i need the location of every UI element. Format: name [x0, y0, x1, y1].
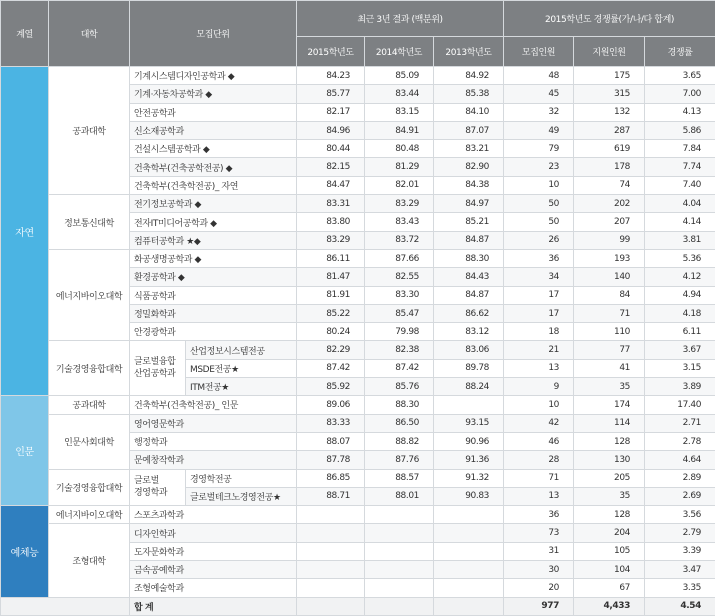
- competition-ratio: 3.81: [645, 231, 715, 249]
- quota: 79: [504, 140, 574, 158]
- applicants: 74: [574, 176, 645, 194]
- college-energy-bio: 에너지바이오대학: [49, 249, 130, 340]
- score-2015: [297, 524, 365, 542]
- applicants: 175: [574, 67, 645, 85]
- applicants: 207: [574, 213, 645, 231]
- score-2014: 88.57: [365, 469, 434, 487]
- college-formative-arts: 조형대학: [49, 524, 130, 597]
- total-empty-score: [434, 597, 504, 615]
- quota: 48: [504, 67, 574, 85]
- total-empty-score: [297, 597, 365, 615]
- unit-name: 정밀화학과: [130, 304, 297, 322]
- unit-name: 기계시스템디자인공학과 ◆: [130, 67, 297, 85]
- quota: 21: [504, 341, 574, 359]
- applicants: 287: [574, 121, 645, 139]
- applicants: 174: [574, 396, 645, 414]
- score-2014: 83.43: [365, 213, 434, 231]
- score-2015: 86.11: [297, 249, 365, 267]
- score-2015: [297, 561, 365, 579]
- applicants: 71: [574, 304, 645, 322]
- quota: 36: [504, 249, 574, 267]
- score-2015: 84.96: [297, 121, 365, 139]
- applicants: 128: [574, 432, 645, 450]
- score-2015: 88.07: [297, 432, 365, 450]
- table-row: [1, 469, 715, 487]
- quota: 73: [504, 524, 574, 542]
- competition-ratio: 3.15: [645, 359, 715, 377]
- score-2013: 85.21: [434, 213, 504, 231]
- score-2015: 82.15: [297, 158, 365, 176]
- score-2014: [365, 524, 434, 542]
- score-2014: 83.15: [365, 103, 434, 121]
- quota: 42: [504, 414, 574, 432]
- quota: 50: [504, 213, 574, 231]
- college-tech-mgmt: 기술경영융합대학: [49, 341, 130, 396]
- score-2013: 84.87: [434, 286, 504, 304]
- header-category: 계열: [1, 1, 49, 67]
- competition-ratio: 5.86: [645, 121, 715, 139]
- header-2014: 2014학년도: [365, 37, 434, 67]
- score-2013: 84.43: [434, 268, 504, 286]
- score-2015: 82.29: [297, 341, 365, 359]
- score-2013: 84.87: [434, 231, 504, 249]
- table-row: [1, 506, 715, 524]
- score-2014: 85.09: [365, 67, 434, 85]
- header-quota: 모집인원: [504, 37, 574, 67]
- competition-ratio: 4.14: [645, 213, 715, 231]
- applicants: 202: [574, 195, 645, 213]
- score-2013: 83.12: [434, 323, 504, 341]
- score-2013: 83.06: [434, 341, 504, 359]
- applicants: 114: [574, 414, 645, 432]
- applicants: 110: [574, 323, 645, 341]
- unit-name: 디자인학과: [130, 524, 297, 542]
- score-2013: 85.38: [434, 85, 504, 103]
- competition-ratio: 3.39: [645, 542, 715, 560]
- quota: 45: [504, 85, 574, 103]
- unit-name: 건설시스템공학과 ◆: [130, 140, 297, 158]
- unit-name: 행정학과: [130, 432, 297, 450]
- quota: 28: [504, 451, 574, 469]
- competition-ratio: 4.13: [645, 103, 715, 121]
- score-2014: 85.76: [365, 378, 434, 396]
- score-2013: 88.30: [434, 249, 504, 267]
- score-2014: 83.29: [365, 195, 434, 213]
- score-2015: 80.24: [297, 323, 365, 341]
- table-row: [1, 341, 715, 359]
- score-2015: [297, 542, 365, 560]
- score-2013: 86.62: [434, 304, 504, 322]
- score-2013: 84.10: [434, 103, 504, 121]
- unit-name: 금속공예학과: [130, 561, 297, 579]
- competition-ratio: 7.74: [645, 158, 715, 176]
- competition-ratio: 4.18: [645, 304, 715, 322]
- unit-group-global-industrial: 글로벌융합 산업공학과: [130, 341, 186, 396]
- score-2013: [434, 506, 504, 524]
- header-competition-rate: 2015학년도 경쟁률(가/나/다 합계): [504, 1, 715, 37]
- table-row: [1, 195, 715, 213]
- competition-ratio: 3.67: [645, 341, 715, 359]
- competition-ratio: 3.65: [645, 67, 715, 85]
- applicants: 140: [574, 268, 645, 286]
- header-college: 대학: [49, 1, 130, 67]
- score-2015: 86.85: [297, 469, 365, 487]
- quota: 26: [504, 231, 574, 249]
- total-blank: [1, 597, 130, 615]
- applicants: 35: [574, 487, 645, 505]
- applicants: 105: [574, 542, 645, 560]
- score-2013: 84.92: [434, 67, 504, 85]
- quota: 23: [504, 158, 574, 176]
- competition-ratio: 3.47: [645, 561, 715, 579]
- score-2015: 87.78: [297, 451, 365, 469]
- score-2013: [434, 524, 504, 542]
- competition-ratio: 3.89: [645, 378, 715, 396]
- applicants: 77: [574, 341, 645, 359]
- competition-ratio: 4.04: [645, 195, 715, 213]
- unit-name: 안전공학과: [130, 103, 297, 121]
- quota: 50: [504, 195, 574, 213]
- college-tech-mgmt-humanities: 기술경영융합대학: [49, 469, 130, 506]
- score-2013: [434, 542, 504, 560]
- score-2013: 90.83: [434, 487, 504, 505]
- score-2014: 82.55: [365, 268, 434, 286]
- score-2015: 83.31: [297, 195, 365, 213]
- competition-ratio: 2.89: [645, 469, 715, 487]
- score-2013: [434, 396, 504, 414]
- applicants: 204: [574, 524, 645, 542]
- competition-ratio: 2.71: [645, 414, 715, 432]
- college-humanities-social: 인문사회대학: [49, 414, 130, 469]
- quota: 34: [504, 268, 574, 286]
- competition-ratio: 7.40: [645, 176, 715, 194]
- unit-name: 컴퓨터공학과 ★◆: [130, 231, 297, 249]
- score-2014: 87.66: [365, 249, 434, 267]
- applicants: 41: [574, 359, 645, 377]
- applicants: 315: [574, 85, 645, 103]
- score-2014: [365, 506, 434, 524]
- unit-name: 식품공학과: [130, 286, 297, 304]
- score-2013: 93.15: [434, 414, 504, 432]
- competition-ratio: 4.12: [645, 268, 715, 286]
- score-2013: 89.78: [434, 359, 504, 377]
- score-2015: 88.71: [297, 487, 365, 505]
- score-2015: 84.23: [297, 67, 365, 85]
- quota: 17: [504, 304, 574, 322]
- unit-name: 조형예술학과: [130, 579, 297, 597]
- score-2014: 86.50: [365, 414, 434, 432]
- college-engineering-humanities: 공과대학: [49, 396, 130, 414]
- total-ratio: 4.54: [645, 597, 715, 615]
- applicants: 99: [574, 231, 645, 249]
- score-2013: 88.24: [434, 378, 504, 396]
- quota: 36: [504, 506, 574, 524]
- category-nature: 자연: [1, 67, 49, 396]
- score-2014: 83.44: [365, 85, 434, 103]
- table-row: [1, 67, 715, 85]
- unit-name: 도자문화학과: [130, 542, 297, 560]
- quota: 10: [504, 396, 574, 414]
- unit-name: 전자IT미디어공학과 ◆: [130, 213, 297, 231]
- unit-name: 글로벌테크노경영전공★: [186, 487, 297, 505]
- unit-name: 기계·자동차공학과 ◆: [130, 85, 297, 103]
- score-2014: [365, 561, 434, 579]
- score-2015: 85.77: [297, 85, 365, 103]
- unit-name: 건축학부(건축학전공)_ 자연: [130, 176, 297, 194]
- competition-ratio: 6.11: [645, 323, 715, 341]
- table-row: [1, 249, 715, 267]
- unit-name: 환경공학과 ◆: [130, 268, 297, 286]
- total-quota: 977: [504, 597, 574, 615]
- quota: 31: [504, 542, 574, 560]
- applicants: 84: [574, 286, 645, 304]
- score-2014: 83.30: [365, 286, 434, 304]
- score-2015: 89.06: [297, 396, 365, 414]
- applicants: 128: [574, 506, 645, 524]
- header-2015: 2015학년도: [297, 37, 365, 67]
- competition-ratio: 3.56: [645, 506, 715, 524]
- quota: 17: [504, 286, 574, 304]
- competition-ratio: 7.84: [645, 140, 715, 158]
- competition-ratio: 2.69: [645, 487, 715, 505]
- score-2015: 83.33: [297, 414, 365, 432]
- score-2014: 88.30: [365, 396, 434, 414]
- score-2015: 83.80: [297, 213, 365, 231]
- total-empty-score: [365, 597, 434, 615]
- score-2015: [297, 506, 365, 524]
- applicants: 130: [574, 451, 645, 469]
- competition-ratio: 2.78: [645, 432, 715, 450]
- score-2015: 80.44: [297, 140, 365, 158]
- unit-name: 전기정보공학과 ◆: [130, 195, 297, 213]
- score-2015: 81.91: [297, 286, 365, 304]
- score-2013: 82.90: [434, 158, 504, 176]
- quota: 30: [504, 561, 574, 579]
- quota: 13: [504, 487, 574, 505]
- applicants: 35: [574, 378, 645, 396]
- quota: 20: [504, 579, 574, 597]
- score-2014: 87.76: [365, 451, 434, 469]
- competition-ratio: 4.94: [645, 286, 715, 304]
- table-row: [1, 396, 715, 414]
- score-2013: [434, 561, 504, 579]
- score-2013: 91.32: [434, 469, 504, 487]
- applicants: 205: [574, 469, 645, 487]
- quota: 10: [504, 176, 574, 194]
- table-row: [1, 414, 715, 432]
- unit-name: ITM전공★: [186, 378, 297, 396]
- category-humanities: 인문: [1, 396, 49, 506]
- unit-name: 문예창작학과: [130, 451, 297, 469]
- score-2014: 88.82: [365, 432, 434, 450]
- unit-name: 안경광학과: [130, 323, 297, 341]
- table-row: [1, 524, 715, 542]
- unit-name: MSDE전공★: [186, 359, 297, 377]
- unit-name: 경영학전공: [186, 469, 297, 487]
- competition-ratio: 2.79: [645, 524, 715, 542]
- unit-name: 스포츠과학과: [130, 506, 297, 524]
- applicants: 193: [574, 249, 645, 267]
- applicants: 178: [574, 158, 645, 176]
- score-2014: 87.42: [365, 359, 434, 377]
- competition-ratio: 4.64: [645, 451, 715, 469]
- score-2015: 85.92: [297, 378, 365, 396]
- applicants: 104: [574, 561, 645, 579]
- competition-ratio: 5.36: [645, 249, 715, 267]
- score-2014: 84.91: [365, 121, 434, 139]
- unit-name: 산업정보시스템전공: [186, 341, 297, 359]
- quota: 46: [504, 432, 574, 450]
- unit-name: 영어영문학과: [130, 414, 297, 432]
- quota: 71: [504, 469, 574, 487]
- competition-ratio: 17.40: [645, 396, 715, 414]
- score-2014: 81.29: [365, 158, 434, 176]
- quota: 32: [504, 103, 574, 121]
- score-2015: 87.42: [297, 359, 365, 377]
- score-2014: 85.47: [365, 304, 434, 322]
- score-2014: 82.01: [365, 176, 434, 194]
- total-row: [1, 597, 715, 615]
- category-arts: 예체능: [1, 506, 49, 597]
- unit-name: 신소재공학과: [130, 121, 297, 139]
- score-2015: [297, 579, 365, 597]
- header-unit: 모집단위: [130, 1, 297, 67]
- applicants: 67: [574, 579, 645, 597]
- header-applicants: 지원인원: [574, 37, 645, 67]
- college-ict: 정보통신대학: [49, 195, 130, 250]
- unit-group-global-business: 글로벌 경영학과: [130, 469, 186, 506]
- quota: 49: [504, 121, 574, 139]
- score-2014: 88.01: [365, 487, 434, 505]
- applicants: 619: [574, 140, 645, 158]
- total-label: 합 계: [130, 597, 297, 615]
- score-2014: 82.38: [365, 341, 434, 359]
- score-2013: [434, 579, 504, 597]
- score-2013: 84.38: [434, 176, 504, 194]
- score-2015: 84.47: [297, 176, 365, 194]
- score-2014: 83.72: [365, 231, 434, 249]
- unit-name: 건축학부(건축학전공)_ 인문: [130, 396, 297, 414]
- score-2013: 84.97: [434, 195, 504, 213]
- college-engineering: 공과대학: [49, 67, 130, 195]
- applicants: 132: [574, 103, 645, 121]
- header-recent-results: 최근 3년 결과 (백분위): [297, 1, 504, 37]
- score-2014: 79.98: [365, 323, 434, 341]
- score-2013: 87.07: [434, 121, 504, 139]
- score-2015: 83.29: [297, 231, 365, 249]
- score-2013: 91.36: [434, 451, 504, 469]
- score-2013: 83.21: [434, 140, 504, 158]
- college-energy-bio-arts: 에너지바이오대학: [49, 506, 130, 524]
- unit-name: 화공생명공학과 ◆: [130, 249, 297, 267]
- score-2014: [365, 579, 434, 597]
- quota: 13: [504, 359, 574, 377]
- header-ratio: 경쟁률: [645, 37, 715, 67]
- quota: 18: [504, 323, 574, 341]
- score-2014: 80.48: [365, 140, 434, 158]
- quota: 9: [504, 378, 574, 396]
- score-2015: 81.47: [297, 268, 365, 286]
- score-2015: 85.22: [297, 304, 365, 322]
- score-2013: 90.96: [434, 432, 504, 450]
- score-2014: [365, 542, 434, 560]
- header-2013: 2013학년도: [434, 37, 504, 67]
- score-2015: 82.17: [297, 103, 365, 121]
- total-applicants: 4,433: [574, 597, 645, 615]
- unit-name: 건축학부(건축공학전공) ◆: [130, 158, 297, 176]
- competition-ratio: 7.00: [645, 85, 715, 103]
- competition-ratio: 3.35: [645, 579, 715, 597]
